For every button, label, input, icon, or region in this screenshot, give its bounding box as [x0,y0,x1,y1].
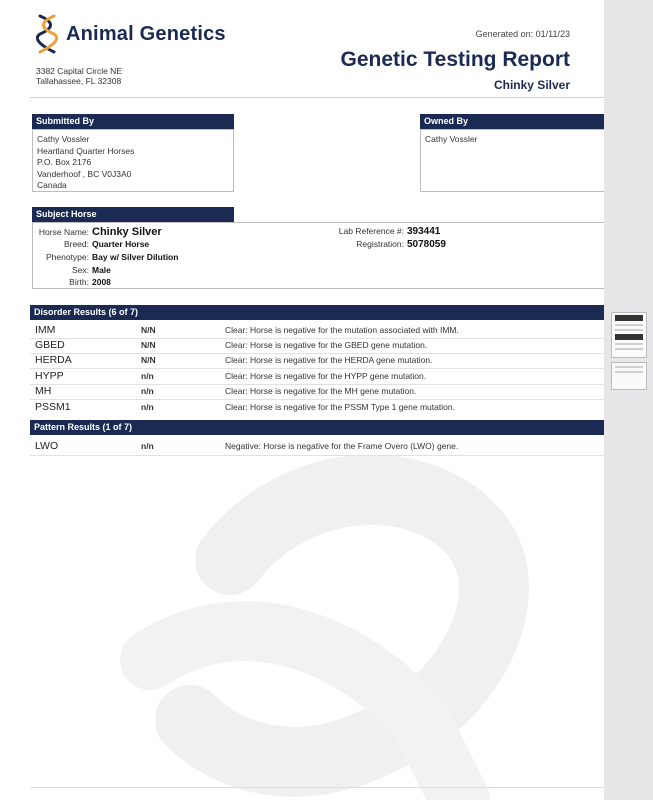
field-birth: Birth: 2008 [69,277,111,287]
page-thumbnail[interactable] [611,362,647,390]
generated-date: Generated on: 01/11/23 [475,29,570,39]
divider [30,97,620,98]
table-row [30,354,620,367]
disorder-name: GBED [35,339,65,351]
disorder-name: HERDA [35,354,72,366]
disorder-description: Clear: Horse is negative for the mutation associated with IMM. [225,325,459,335]
viewer-side-panel [604,0,653,800]
address-line: 3382 Capital Circle NE [36,66,122,76]
dna-icon [36,14,58,54]
disorder-description: Clear: Horse is negative for the HYPP gene mutation. [225,371,427,381]
field-phenotype: Phenotype: Bay w/ Silver Dilution [45,252,179,262]
report-subtitle: Chinky Silver [493,78,570,92]
disorder-description: Clear: Horse is negative for the MH gene mutation. [225,386,417,396]
pattern-results-header: Pattern Results (1 of 7) [30,420,620,435]
submitter-line: Cathy Vossler [37,134,90,144]
page-thumbnails[interactable] [611,312,647,394]
row-divider [30,455,620,456]
report-title: Genetic Testing Report [340,48,570,71]
field-lab-reference: Lab Reference #: 393441 [338,226,441,237]
disorder-result: n/n [141,371,154,381]
footer-divider [30,787,604,788]
disorder-name: MH [35,385,52,397]
page-thumbnail[interactable] [611,312,647,358]
disorder-result: N/N [141,355,156,365]
address-line: Tallahassee, FL 32308 [36,76,122,86]
table-row [30,385,620,398]
disorder-name: HYPP [35,370,64,382]
pattern-description: Negative: Horse is negative for the Frame Overo (LWO) gene. [225,441,459,451]
table-row [30,339,620,352]
field-registration: Registration: 5078059 [356,239,446,250]
owned-by-header: Owned By [420,114,621,129]
table-row [30,440,620,453]
company-name: Animal Genetics [66,22,226,45]
disorder-description: Clear: Horse is negative for the HERDA gene mutation. [225,355,433,365]
table-row [30,401,620,414]
company-address [36,66,122,86]
row-divider [30,368,620,369]
disorder-description: Clear: Horse is negative for the PSSM Type 1 gene mutation. [225,402,455,412]
field-horse-name: Horse Name: Chinky Silver [38,226,162,238]
subject-horse-header: Subject Horse [32,207,234,222]
field-breed: Breed: Quarter Horse [63,239,150,249]
disorder-name: PSSM1 [35,401,71,413]
pattern-name: LWO [35,440,59,452]
disorder-result: n/n [141,386,154,396]
row-divider [30,399,620,400]
field-sex: Sex: Male [71,265,111,275]
submitter-line: P.O. Box 2176 [37,157,92,167]
disorder-result: N/N [141,325,156,335]
company-logo [36,14,226,54]
disorder-description: Clear: Horse is negative for the GBED gene mutation. [225,340,428,350]
submitter-line: Canada [37,180,67,190]
table-row [30,324,620,337]
submitted-by-box [32,129,234,192]
submitter-line: Heartland Quarter Horses [37,145,135,156]
owner-name: Cathy Vossler [425,134,478,144]
table-row [30,370,620,383]
disorder-name: IMM [35,324,56,336]
owned-by-box [420,129,621,192]
disorder-results-header: Disorder Results (6 of 7) [30,305,620,320]
submitter-line: Vanderhoof , BC V0J3A0 [37,168,132,179]
disorder-result: N/N [141,340,156,350]
pattern-result: n/n [141,441,154,451]
disorder-result: n/n [141,402,154,412]
submitted-by-header: Submitted By [32,114,234,129]
